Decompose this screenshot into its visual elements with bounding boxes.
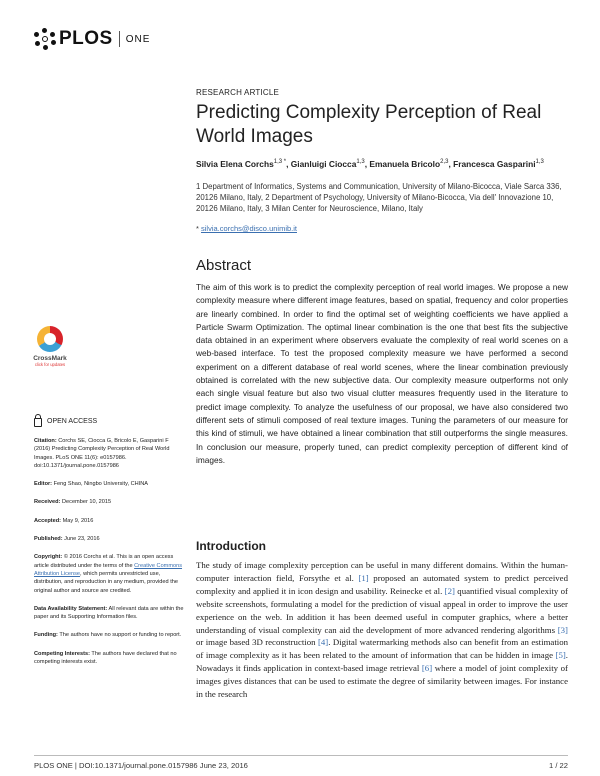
page-number: 1 / 22 [549,761,568,770]
introduction-text: The study of image complexity perception can be useful in many different domains. Within the human-computer interaction field, Forsythe et al. [1] proposed an automated system to predict perceived complexity and applied it in icon design and usability. Reinecke et al. [2] quantified visual complexity of website screenshots, formulating a model for the prediction of visual appeal in order to improve the user experience on the web. In addition it has been deemed useful in computer graphics, where a better understanding of visual complexity can aid the development of more advanced rendering algorithms [3] or image based 3D reconstruction [4]. Digital watermarking methods also can benefit from an estimation of image complexity as it has been related to the amount of information that can be hidden in image [5]. Nowadays it finds application in context-based image retrieval [6] where a model of joint complexity of images gives distances that can be used to estimate the degree of similarity between images. For instance in the research [196,560,569,700]
email-link[interactable]: silvia.corchs@disco.unimib.it [201,224,297,233]
author-name: Francesca Gasparini [453,159,536,169]
author-affiliation-marker: 2,3 [440,159,449,166]
author-name: Gianluigi Ciocca [290,159,357,169]
data-availability: Data Availability Statement: All relevant data are within the paper and its Supporting Information files. [34,605,184,621]
author-list: Silvia Elena Corchs$^{1,3 *}$, Gianluigi Ciocca$^{1,3}$, Emanuela Bricolo$^{2,3}$, Francesca Gasparini$^{1,3}$ [196,159,544,169]
copyright: Copyright: © 2016 Corchs et al. This is an open access article distributed under the terms of the Creative Commons Attribution License, which permits unrestricted use, distribution, and reproduction in any medium, provided the original author and source are credited. [34,554,183,594]
footer-doi: PLOS ONE | DOI:10.1371/journal.pone.0157986 June 23, 2016 [34,761,248,770]
affiliations: 1 Department of Informatics, Systems and Communication, University of Milano-Bicocca, Viale Sarca 336, 20126 Milano, Italy, 2 Department of Psychology, University of Milano-Bicocca, Via dell' Innovazione 10, 20126 Milano, Italy, 3 Milan Center for Neuroscience, Milano, Italy [196,182,562,214]
license-link[interactable]: Creative Commons Attribution License [34,562,183,577]
plos-wordmark: PLOS [59,28,113,49]
author-affiliation-marker: 1,3 [535,159,544,166]
citation-link[interactable]: [6] [421,663,433,674]
journal-name: ONE [125,33,151,45]
open-access-label: OPEN ACCESS [47,418,98,426]
accepted-date: Accepted: May 9, 2016 [34,517,94,524]
article-info-sidebar [34,418,184,676]
published-date: Published: June 23, 2016 [34,536,100,543]
citation-link[interactable]: [2] [444,585,455,596]
crossmark-icon [37,326,63,352]
abstract-text: The aim of this work is to predict the complexity perception of real world images. We propose a new complexity measure where different image features, based on spatial, frequency and color properties are linearly combined. In order to find the optimal set of weighting coefficients we have applied a Particle Swarm Optimization. The optimal linear combination is the one that best fits the subjective data obtained in an experiment where observers evaluate the complexity of real world scenes on a web-based interface. To test the proposed complexity measure we have performed a second experiment on a different database of real world scenes, where the linear combination previously obtained is correlated with the new subjective data. Our complexity measure outperforms not only each single visual feature but also two visual clutter measures frequently used in the literature to predict image complexity. To analyze the usefulness of our proposal, we have also considered two different sets of stimuli composed of real texture images. Tuning the parameters of our measure for this kind of stimuli, we have obtained a linear combination that still outperforms the single measures. In conclusion our measure, properly tuned, can predict complexity perception of different kind of images. [196,282,568,465]
author-affiliation-marker: 1,3 * [273,159,287,166]
plos-logo [34,28,150,50]
competing-interests: Competing Interests: The authors have declared that no competing interests exist. [34,650,177,666]
received-date: Received: December 10, 2015 [34,499,112,506]
open-access-badge [34,418,184,427]
crossmark-button[interactable] [33,326,67,367]
editor: Editor: Feng Shao, Ningbo University, CHINA [34,481,149,488]
footer-divider [34,755,568,756]
citation-link[interactable]: [4] [317,637,329,648]
citation-link[interactable]: [3] [557,624,568,635]
author-affiliation-marker: 1,3 [356,159,365,166]
crossmark-sub: click for updates [34,362,66,367]
article-type: RESEARCH ARTICLE [196,88,280,97]
corresponding-email [196,224,297,233]
abstract-heading: Abstract [196,257,252,274]
author-name: Silvia Elena Corchs [196,159,274,169]
author-name: Emanuela Bricolo [369,159,441,169]
plos-dots-icon [34,28,56,50]
open-lock-icon [34,418,42,427]
crossmark-label: CrossMark [33,355,67,362]
introduction-heading: Introduction [196,539,266,553]
email-marker: * [196,224,199,233]
logo-separator [119,31,120,47]
citation-link[interactable]: [5] [555,650,566,661]
citation: Citation: Corchs SE, Ciocca G, Bricolo E, Gasparini F (2016) Predicting Complexity Perception of Real World Images. PLoS ONE 11(6): e0157986. doi:10.1371/journal.pone.0157986 [34,438,170,469]
citation-link[interactable]: [1] [358,572,369,583]
funding: Funding: The authors have no support or funding to report. [34,632,182,639]
article-title: Predicting Complexity Perception of Real World Images [196,102,542,147]
